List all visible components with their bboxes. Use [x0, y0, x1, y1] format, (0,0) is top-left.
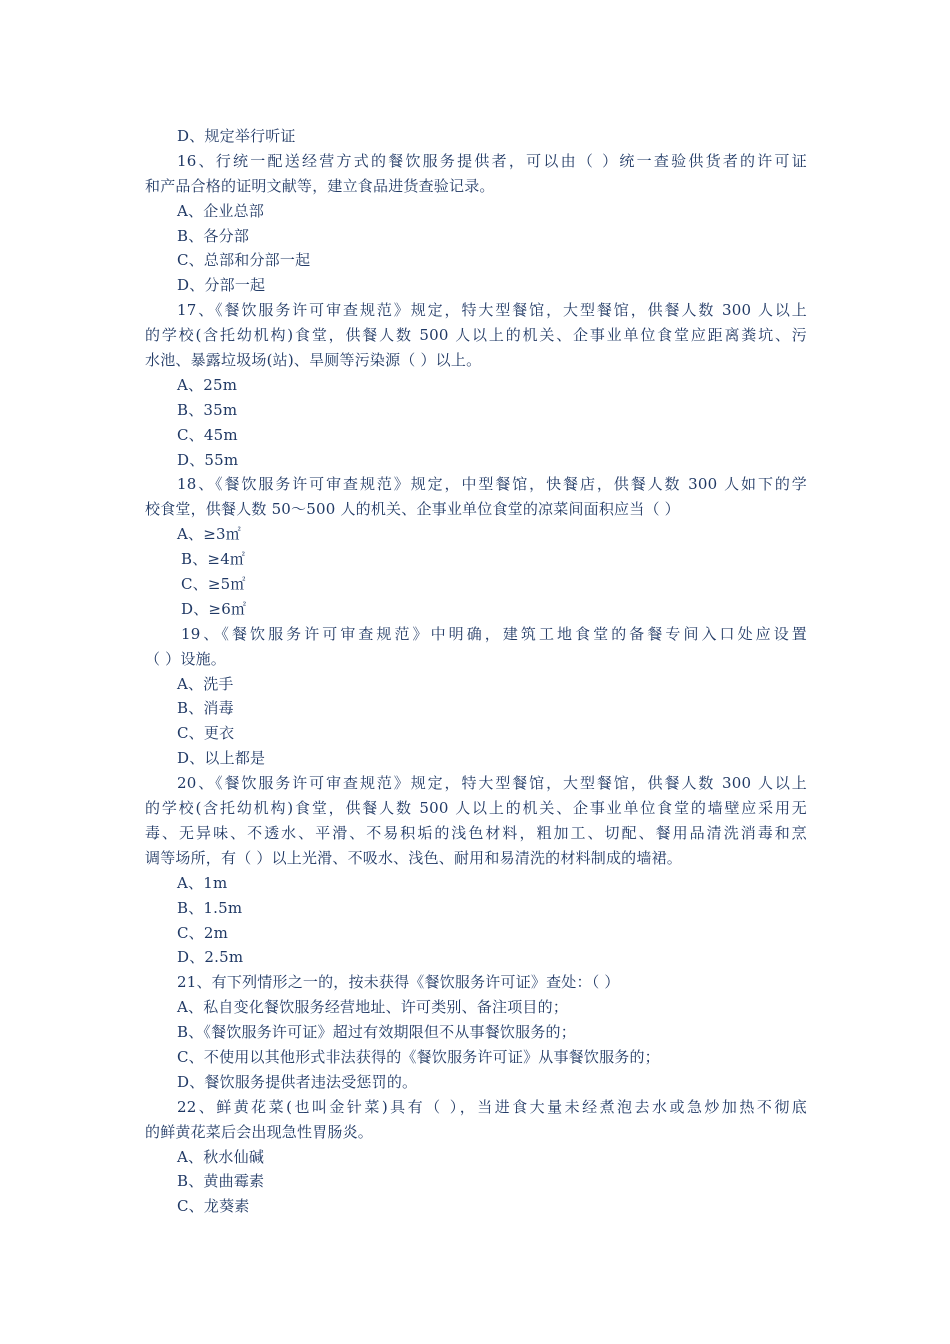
text-line: C、不使用以其他形式非法获得的《餐饮服务许可证》从事餐饮服务的； [177, 1047, 660, 1066]
text-line: D、2.5m [177, 948, 244, 967]
text-line: C、≥5㎡ [181, 575, 246, 594]
text-line: 17、《餐饮服务许可审查规范》规定，特大型餐馆，大型餐馆，供餐人数 300 人以上 [177, 301, 807, 320]
text-line: 19、《餐饮服务许可审查规范》中明确，建筑工地食堂的备餐专间入口处应设置 [181, 624, 807, 643]
text-line: 的学校(含托幼机构)食堂，供餐人数 500 人以上的机关、企事业单位食堂应距离粪坑、污 [145, 326, 807, 345]
text-line: B、消毒 [177, 699, 234, 718]
text-line: D、以上都是 [177, 749, 266, 768]
text-line: B、黄曲霉素 [177, 1172, 265, 1191]
text-line: D、≥6㎡ [181, 599, 247, 618]
text-line: 和产品合格的证明文献等，建立食品进货查验记录。 [145, 176, 495, 195]
text-line: B、1.5m [177, 898, 243, 917]
text-line: D、规定举行听证 [177, 127, 296, 145]
text-line: 的鲜黄花菜后会出现急性胃肠炎。 [145, 1122, 374, 1141]
text-line: C、总部和分部一起 [177, 251, 311, 270]
text-line: 16、行统一配送经营方式的餐饮服务提供者，可以由（ ）统一查验供货者的许可证 [177, 151, 807, 170]
text-line: A、25m [177, 375, 238, 394]
text-line: B、《餐饮服务许可证》超过有效期限但不从事餐饮服务的； [177, 1023, 576, 1042]
text-line: A、私自变化餐饮服务经营地址、许可类别、备注项目的； [177, 998, 569, 1017]
text-line: 调等场所，有（ ）以上光滑、不吸水、浅色、耐用和易清洗的材料制成的墙裙。 [145, 848, 682, 867]
text-line: D、餐饮服务提供者违法受惩罚的。 [177, 1072, 418, 1091]
text-line: 校食堂，供餐人数 50～500 人的机关、企事业单位食堂的凉菜间面积应当（ ） [145, 500, 680, 519]
document-body [145, 124, 807, 1219]
text-line: A、秋水仙碱 [177, 1147, 265, 1166]
text-line: C、更衣 [177, 724, 235, 743]
text-line: A、洗手 [177, 674, 234, 693]
text-line: 21、有下列情形之一的，按未获得《餐饮服务许可证》查处：（ ） [177, 973, 620, 992]
text-line: A、≥3㎡ [177, 525, 241, 544]
text-line: C、2m [177, 923, 229, 942]
text-line: 水池、暴露垃圾场(站)、旱厕等污染源（ ）以上。 [145, 351, 482, 370]
text-line: D、55m [177, 450, 239, 469]
text-line: A、1m [177, 873, 228, 892]
text-line: 18、《餐饮服务许可审查规范》规定，中型餐馆，快餐店，供餐人数 300 人如下的学 [177, 475, 807, 494]
text-line: B、≥4㎡ [181, 550, 246, 569]
text-line: 20、《餐饮服务许可审查规范》规定，特大型餐馆，大型餐馆，供餐人数 300 人以上 [177, 774, 807, 793]
text-line: 的学校(含托幼机构)食堂，供餐人数 500 人以上的机关、企事业单位食堂的墙壁应采用无 [145, 799, 807, 818]
text-line: 毒、无异味、不透水、平滑、不易积垢的浅色材料，粗加工、切配、餐用品清洗消毒和烹 [145, 823, 807, 842]
text-line: B、35m [177, 400, 238, 419]
text-line: C、龙葵素 [177, 1197, 250, 1216]
text-line: 22、鲜黄花菜(也叫金针菜)具有（ ），当进食大量未经煮泡去水或急炒加热不彻底 [177, 1097, 807, 1116]
text-line: B、各分部 [177, 226, 250, 245]
text-line: A、企业总部 [177, 201, 265, 220]
text-line: C、45m [177, 425, 238, 444]
text-line: （ ）设施。 [145, 649, 226, 668]
text-line: D、分部一起 [177, 276, 266, 295]
